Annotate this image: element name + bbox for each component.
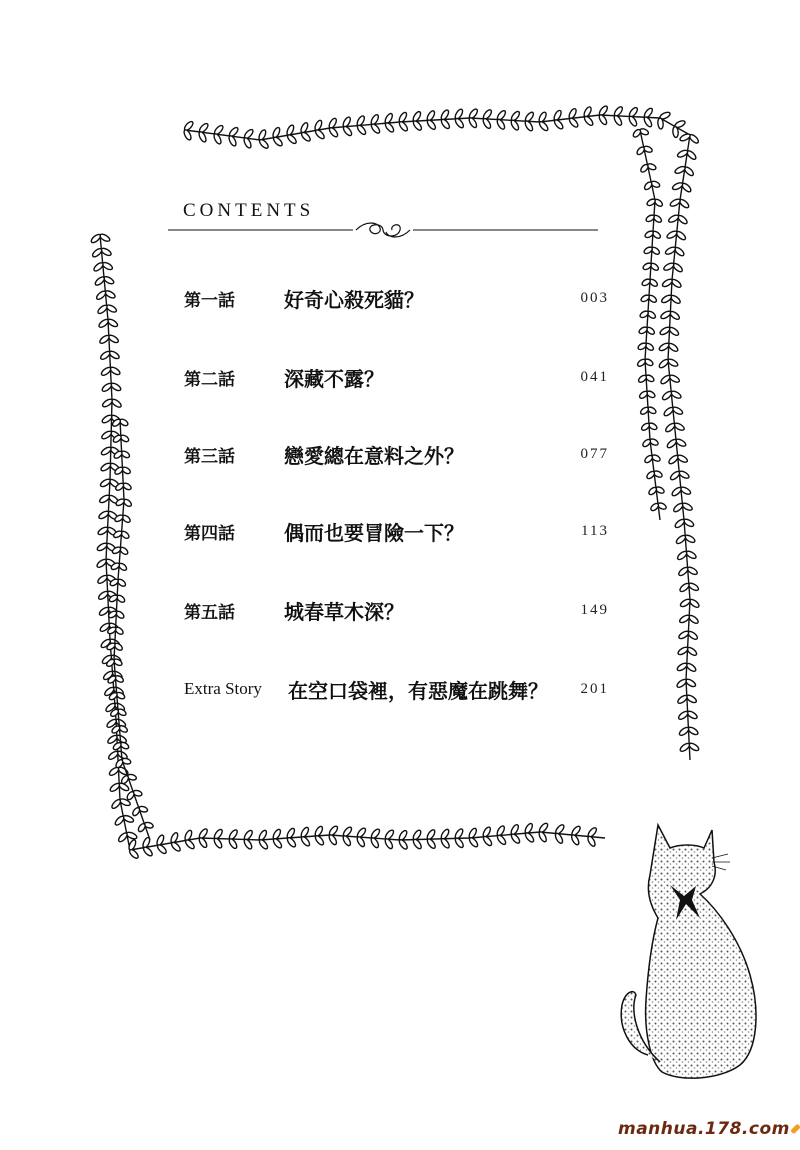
chapter-number: 第一話 (184, 290, 235, 311)
toc-entry-3[interactable] (184, 439, 609, 469)
chapter-title: 好奇心殺死貓？ (284, 287, 424, 312)
chapter-title: 戀愛總在意料之外？ (284, 443, 464, 468)
cat-with-bow-illustration (600, 800, 800, 1100)
toc-entry-extra[interactable] (184, 674, 609, 704)
chapter-title: 深藏不露？ (284, 366, 384, 391)
watermark (618, 1114, 798, 1144)
chapter-title: 城春草木深？ (284, 599, 404, 624)
chapter-number: Extra Story (184, 679, 262, 698)
contents-heading: CONTENTS (183, 200, 315, 221)
heading-divider (168, 218, 598, 242)
toc-entry-5[interactable] (184, 595, 609, 625)
toc-entry-1[interactable] (184, 283, 609, 313)
chapter-page: 113 (581, 522, 609, 539)
chapter-page: 077 (580, 445, 609, 462)
toc-entry-2[interactable] (184, 362, 609, 392)
toc-entry-4[interactable] (184, 516, 609, 546)
chapter-title: 在空口袋裡，有惡魔在跳舞？ (288, 678, 548, 703)
chapter-page: 149 (580, 601, 609, 618)
chapter-title: 偶而也要冒險一下？ (284, 520, 464, 545)
watermark-text: manhua.178.com (618, 1119, 790, 1139)
chapter-page: 041 (580, 368, 609, 385)
chapter-number: 第五話 (184, 602, 235, 623)
chapter-number: 第三話 (184, 446, 235, 467)
chapter-page: 003 (580, 289, 609, 306)
chapter-number: 第二話 (184, 369, 235, 390)
chapter-page: 201 (580, 680, 609, 697)
chapter-number: 第四話 (184, 523, 235, 544)
